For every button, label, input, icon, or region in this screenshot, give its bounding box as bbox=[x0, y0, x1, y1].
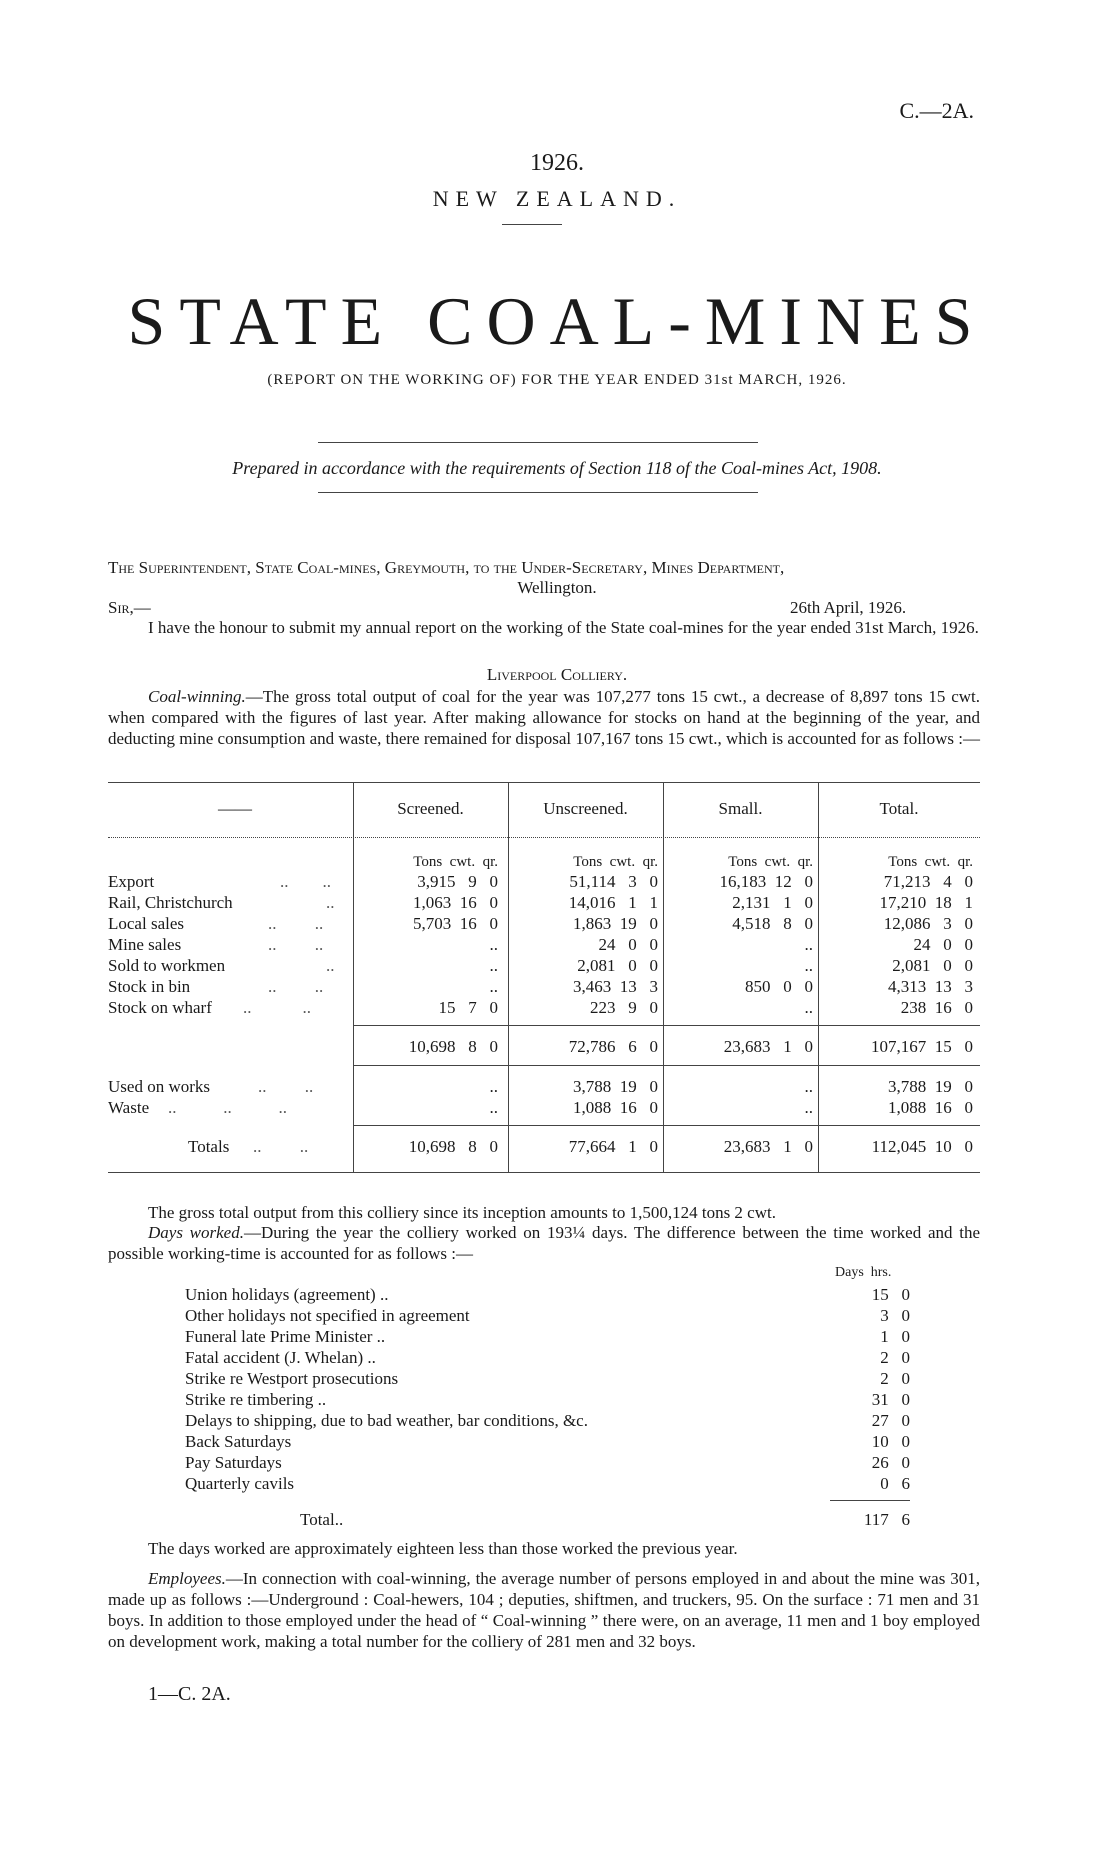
days-row-label: Union holidays (agreement) .. bbox=[185, 1285, 389, 1304]
units-label: Tons cwt. qr. bbox=[573, 854, 658, 870]
column-rule bbox=[663, 782, 664, 1172]
cell-unscreened: 2,081 0 0 bbox=[577, 956, 658, 975]
divider bbox=[502, 224, 562, 225]
row-label: Mine sales bbox=[108, 935, 182, 954]
days-worked-text: —During the year the colliery worked on 193¼ days. The difference between the time worked and the possible working-time is accounted for as follows :— bbox=[108, 1223, 981, 1263]
days-total-rule bbox=[830, 1500, 910, 1501]
cell-small: 850 0 0 bbox=[745, 977, 813, 996]
row-label: Rail, Christchurch bbox=[108, 893, 233, 912]
cell-total: 24 0 0 bbox=[913, 935, 973, 954]
cell-screened: 1,063 16 0 bbox=[413, 893, 498, 912]
days-row-value: 15 0 bbox=[871, 1285, 910, 1304]
totals-rule bbox=[353, 1125, 980, 1126]
cell-screened: .. bbox=[489, 1098, 498, 1117]
days-row-label: Pay Saturdays bbox=[185, 1453, 282, 1472]
row-label: Used on works bbox=[108, 1077, 210, 1096]
letter-address: The Superintendent, State Coal-mines, Greymouth, to the Under-Secretary, Mines Department, bbox=[108, 558, 785, 577]
days-row-value: 2 0 bbox=[880, 1348, 910, 1367]
cell-total: 2,081 0 0 bbox=[892, 956, 973, 975]
letter-address-2: Wellington. bbox=[517, 578, 597, 597]
days-header: Days hrs. bbox=[835, 1265, 892, 1280]
leader-dots: .. .. bbox=[268, 914, 324, 933]
totals-small: 23,683 1 0 bbox=[723, 1137, 813, 1156]
cell-total: 238 16 0 bbox=[900, 998, 973, 1017]
employees-text: —In connection with coal-winning, the average number of persons employed in and about the mine was 301, made up as follows :—Underground : Coal-hewers, 104 ; deputies, shiftmen, and truckers, 95. On the surface : 71 men and 31 boys. In addition to those employed under the head of “ Coal-winning ” there were, on an average, 11 men and 1 boy employed on development work, making a total number for the colliery of 281 men and 32 boys. bbox=[108, 1569, 980, 1651]
totals-screened: 10,698 8 0 bbox=[408, 1137, 498, 1156]
page-footer: 1—C. 2A. bbox=[148, 1683, 231, 1705]
cell-screened: 15 7 0 bbox=[438, 998, 498, 1017]
leader-dots: .. bbox=[326, 956, 335, 975]
coal-winning-paragraph bbox=[108, 686, 980, 749]
row-label: Stock in bin bbox=[108, 977, 191, 996]
intro-paragraph: I have the honour to submit my annual report on the working of the State coal-mines for the year ended 31st March, 1926. bbox=[148, 618, 979, 637]
leader-dots: .. .. bbox=[253, 1137, 309, 1156]
cell-small: .. bbox=[804, 998, 813, 1017]
leader-dots: .. .. bbox=[268, 977, 324, 996]
cell-unscreened: 24 0 0 bbox=[598, 935, 658, 954]
days-worked-heading: Days worked. bbox=[148, 1223, 244, 1242]
subtotal-rule bbox=[353, 1025, 980, 1026]
days-row-value: 1 0 bbox=[880, 1327, 910, 1346]
subtotal-total: 107,167 15 0 bbox=[871, 1037, 973, 1056]
page-title: STATE COAL-MINES bbox=[127, 283, 987, 359]
subtotal-unscreened: 72,786 6 0 bbox=[568, 1037, 658, 1056]
divider bbox=[318, 442, 758, 443]
days-row-label: Funeral late Prime Minister .. bbox=[185, 1327, 386, 1346]
cell-total: 4,313 13 3 bbox=[888, 977, 973, 996]
leader-dots: .. .. .. bbox=[168, 1098, 287, 1117]
header-rule bbox=[108, 837, 980, 838]
days-row-value: 0 6 bbox=[880, 1474, 910, 1493]
row-label: Stock on wharf bbox=[108, 998, 212, 1017]
cell-screened: .. bbox=[489, 977, 498, 996]
prepared-note: Prepared in accordance with the requirements of Section 118 of the Coal-mines Act, 1908. bbox=[232, 458, 882, 478]
cell-unscreened: 223 9 0 bbox=[590, 998, 658, 1017]
days-row-label: Strike re Westport prosecutions bbox=[185, 1369, 399, 1388]
days-worked-paragraph bbox=[108, 1222, 980, 1264]
cell-total: 17,210 18 1 bbox=[879, 893, 973, 912]
country-name: NEW ZEALAND. bbox=[432, 186, 682, 211]
days-row-label: Other holidays not specified in agreement bbox=[185, 1306, 470, 1325]
cell-screened: .. bbox=[489, 935, 498, 954]
table-top-rule bbox=[108, 782, 980, 783]
days-row-label: Quarterly cavils bbox=[185, 1474, 295, 1493]
cell-total: 71,213 4 0 bbox=[883, 872, 973, 891]
totals-unscreened: 77,664 1 0 bbox=[568, 1137, 658, 1156]
employees-heading: Employees. bbox=[148, 1569, 226, 1588]
days-row-value: 26 0 bbox=[871, 1453, 910, 1472]
divider bbox=[318, 492, 758, 493]
units-label: Tons cwt. qr. bbox=[413, 854, 498, 870]
coal-disposal-table bbox=[108, 782, 980, 1182]
days-row-label: Delays to shipping, due to bad weather, bar conditions, &c. bbox=[185, 1411, 588, 1430]
leader-dots: .. .. bbox=[243, 998, 311, 1017]
cell-unscreened: 3,463 13 3 bbox=[573, 977, 658, 996]
header-total: Total. bbox=[879, 799, 919, 818]
days-row-label: Back Saturdays bbox=[185, 1432, 292, 1451]
days-row-label: Strike re timbering .. bbox=[185, 1390, 327, 1409]
section-heading: Liverpool Colliery. bbox=[486, 665, 628, 684]
days-total-value: 117 6 bbox=[863, 1510, 910, 1529]
table-bottom-rule bbox=[108, 1172, 980, 1173]
cell-unscreened: 51,114 3 0 bbox=[569, 872, 658, 891]
row-label: Local sales bbox=[108, 914, 184, 933]
leader-dots: .. .. bbox=[268, 935, 324, 954]
totals-total: 112,045 10 0 bbox=[871, 1137, 973, 1156]
days-row-value: 31 0 bbox=[871, 1390, 910, 1409]
letter-date: 26th April, 1926. bbox=[790, 598, 907, 617]
cell-unscreened: 1,863 19 0 bbox=[573, 914, 658, 933]
cell-small: 4,518 8 0 bbox=[732, 914, 813, 933]
column-rule bbox=[353, 782, 354, 1172]
units-label: Tons cwt. qr. bbox=[888, 854, 973, 870]
column-rule bbox=[508, 782, 509, 1172]
cell-unscreened: 14,016 1 1 bbox=[568, 893, 658, 912]
coal-winning-text: —The gross total output of coal for the year was 107,277 tons 15 cwt., a decrease of 8,897 tons 15 cwt. when compared with the figures of last year. After making allowance for stocks on hand at the beginning of the year, and deducting mine consumption and waste, there remained for disposal 107,167 tons 15 cwt., which is accounted for as follows :— bbox=[108, 687, 981, 748]
report-year: 1926. bbox=[530, 150, 584, 176]
cell-unscreened: 1,088 16 0 bbox=[573, 1098, 658, 1117]
days-row-value: 3 0 bbox=[880, 1306, 910, 1325]
subtotal-rule bbox=[353, 1065, 980, 1066]
days-total-label: Total.. bbox=[300, 1510, 344, 1529]
cell-screened: .. bbox=[489, 1077, 498, 1096]
cell-small: .. bbox=[804, 1098, 813, 1117]
days-note: The days worked are approximately eighteen less than those worked the previous year. bbox=[148, 1539, 738, 1558]
leader-dots: .. .. bbox=[258, 1077, 314, 1096]
header-unscreened: Unscreened. bbox=[543, 799, 628, 818]
salutation: Sir,— bbox=[108, 598, 151, 617]
totals-label: Totals bbox=[188, 1137, 230, 1156]
leader-dots: .. bbox=[326, 893, 335, 912]
subtotal-small: 23,683 1 0 bbox=[723, 1037, 813, 1056]
column-rule bbox=[818, 782, 819, 1172]
cell-small: .. bbox=[804, 956, 813, 975]
subtotal-screened: 10,698 8 0 bbox=[408, 1037, 498, 1056]
cell-small: 2,131 1 0 bbox=[732, 893, 813, 912]
cell-total: 12,086 3 0 bbox=[883, 914, 973, 933]
employees-paragraph bbox=[108, 1568, 980, 1652]
cell-screened: 5,703 16 0 bbox=[413, 914, 498, 933]
row-label: Sold to workmen bbox=[108, 956, 226, 975]
cell-screened: 3,915 9 0 bbox=[417, 872, 498, 891]
leader-dots: .. .. bbox=[280, 872, 331, 891]
days-row-value: 27 0 bbox=[871, 1411, 910, 1430]
document-code: C.—2A. bbox=[899, 98, 974, 123]
row-label: Export bbox=[108, 872, 155, 891]
table-corner: —— bbox=[218, 799, 252, 818]
cell-screened: .. bbox=[489, 956, 498, 975]
days-row-value: 10 0 bbox=[871, 1432, 910, 1451]
coal-winning-heading: Coal-winning. bbox=[148, 687, 246, 706]
units-label: Tons cwt. qr. bbox=[728, 854, 813, 870]
gross-output-paragraph: The gross total output from this colliery since its inception amounts to 1,500,124 tons 2 cwt. bbox=[148, 1203, 776, 1222]
cell-small: .. bbox=[804, 935, 813, 954]
header-screened: Screened. bbox=[397, 799, 464, 818]
cell-unscreened: 3,788 19 0 bbox=[573, 1077, 658, 1096]
header-small: Small. bbox=[718, 799, 763, 818]
days-row-label: Fatal accident (J. Whelan) .. bbox=[185, 1348, 376, 1367]
row-label: Waste bbox=[108, 1098, 150, 1117]
cell-small: 16,183 12 0 bbox=[719, 872, 813, 891]
page-subtitle: (REPORT ON THE WORKING OF) FOR THE YEAR ENDED 31st MARCH, 1926. bbox=[267, 372, 847, 388]
days-row-value: 2 0 bbox=[880, 1369, 910, 1388]
cell-small: .. bbox=[804, 1077, 813, 1096]
cell-total: 3,788 19 0 bbox=[888, 1077, 973, 1096]
cell-total: 1,088 16 0 bbox=[888, 1098, 973, 1117]
